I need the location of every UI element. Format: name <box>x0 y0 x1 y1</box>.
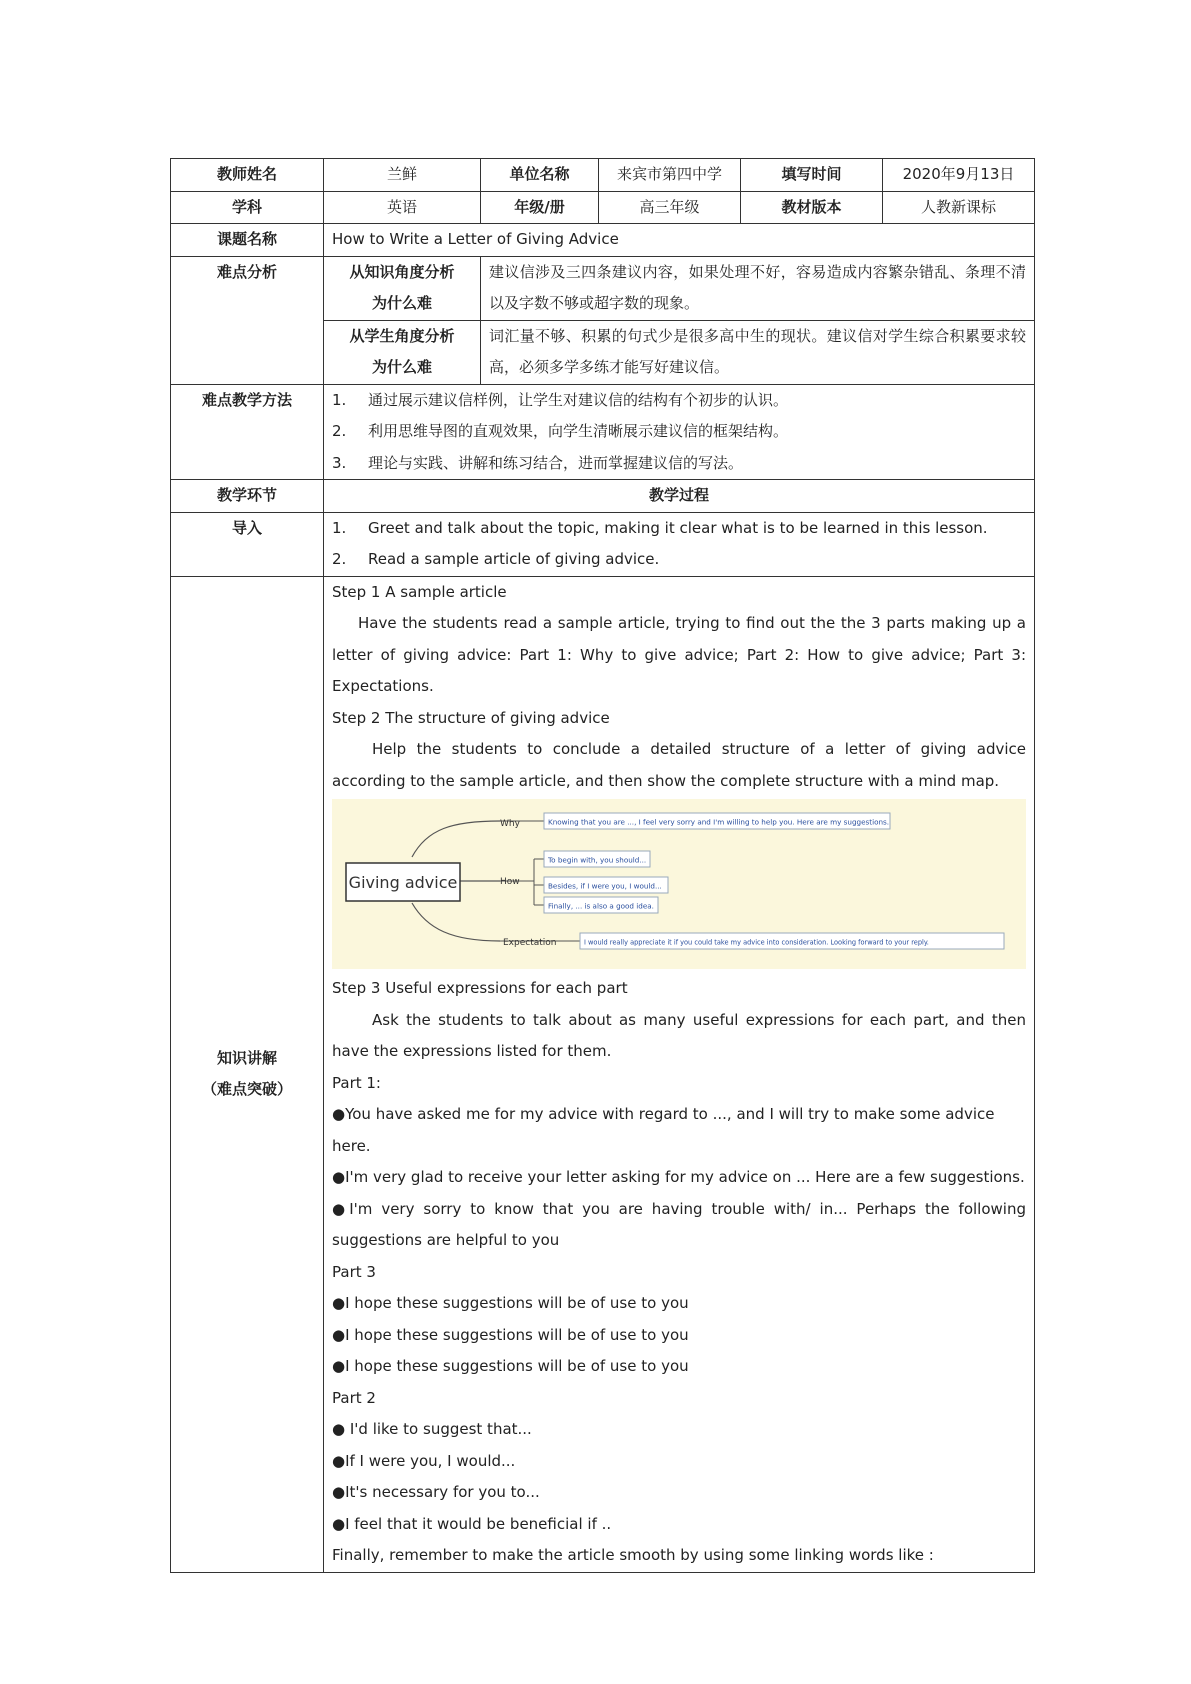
item-text: Read a sample article of giving advice. <box>368 550 660 568</box>
step1-text: Have the students read a sample article, trying to find out the the 3 parts making up a letter of giving advice: Part 1: Why to give advice; Part 2: How to give advice; Part 3: Expectations. <box>332 614 1026 695</box>
list-item: ● I'd like to suggest that... <box>332 1420 532 1438</box>
intro-label: 导入 <box>171 512 324 576</box>
edition-value: 人教新课标 <box>883 191 1035 224</box>
item-text: 理论与实践、讲解和练习结合，进而掌握建议信的写法。 <box>368 453 744 472</box>
list-item: ●I'm very sorry to know that you are having trouble with/ in... Perhaps the following suggestions are helpful to you <box>332 1199 1026 1249</box>
knowledge-label <box>171 576 324 1572</box>
list-item: ●I hope these suggestions will be of use to you <box>332 1325 689 1344</box>
list-item <box>332 385 1026 417</box>
item-number: 2. <box>332 422 347 440</box>
teacher-label: 教师姓名 <box>171 159 324 192</box>
student-angle-label <box>324 320 481 384</box>
methods-label: 难点教学方法 <box>171 384 324 480</box>
date-value: 2020年9月13日 <box>883 159 1035 192</box>
intro-list <box>324 512 1035 576</box>
part3-title: Part 3 <box>332 1262 376 1281</box>
unit-value: 来宾市第四中学 <box>599 159 741 192</box>
process-header: 教学过程 <box>324 480 1035 513</box>
how-text-2: Besides, if I were you, I would... <box>548 881 662 891</box>
knowledge-angle-label <box>324 256 481 320</box>
item-number: 1. <box>332 390 347 409</box>
item-number: 1. <box>332 518 347 537</box>
part1-title: Part 1: <box>332 1073 381 1092</box>
date-label: 填写时间 <box>741 159 883 192</box>
expectation-node-label: Expectation <box>503 938 557 948</box>
list-item: ●I'm very glad to receive your letter asking for my advice on ... Here are a few suggestions. <box>332 1168 1025 1186</box>
list-item: ●I hope these suggestions will be of use to you <box>332 1294 689 1312</box>
list-item: ●It's necessary for you to... <box>332 1483 540 1501</box>
subject-label: 学科 <box>171 191 324 224</box>
grade-value: 高三年级 <box>599 191 741 224</box>
edition-label: 教材版本 <box>741 191 883 224</box>
list-item: ●You have asked me for my advice with regard to ..., and I will try to make some advice here. <box>332 1105 995 1155</box>
item-text: 通过展示建议信样例，让学生对建议信的结构有个初步的认识。 <box>368 390 789 409</box>
list-item: ●I hope these suggestions will be of use to you <box>332 1357 689 1375</box>
knowledge-label-line1: 知识讲解 <box>216 1048 277 1067</box>
why-text: Knowing that you are ..., I feel very sorry and I'm willing to help you. Here are my suggestions. <box>548 817 890 827</box>
unit-label: 单位名称 <box>481 159 599 192</box>
how-text-1: To begin with, you should... <box>548 855 647 865</box>
list-item <box>332 416 1026 448</box>
branch-line-expectation <box>412 903 500 941</box>
list-item <box>332 448 1026 480</box>
step2-text: Help the students to conclude a detailed structure of a letter of giving advice according to the sample article, and then show the complete structure with a mind map. <box>332 740 1026 790</box>
why-node-label: Why <box>500 819 520 829</box>
stage-header: 教学环节 <box>171 480 324 513</box>
center-node-label: Giving advice <box>348 873 458 892</box>
difficulty-label: 难点分析 <box>171 256 324 384</box>
list-item: ●I feel that it would be beneficial if .. <box>332 1514 612 1533</box>
how-sub-connector <box>534 859 544 905</box>
lesson-plan-table <box>170 158 1035 1573</box>
topic-value: How to Write a Letter of Giving Advice <box>324 224 1035 257</box>
how-node-label: How <box>500 877 520 887</box>
expectation-text: I would really appreciate it if you could take my advice into consideration. Looking forward to your reply. <box>584 938 929 947</box>
knowledge-angle-label-line1: 从知识角度分析 <box>349 262 455 281</box>
topic-label: 课题名称 <box>171 224 324 257</box>
item-text: Greet and talk about the topic, making it clear what is to be learned in this lesson. <box>368 518 988 537</box>
mind-map <box>332 799 1026 969</box>
knowledge-angle-label-line2: 为什么难 <box>371 294 432 312</box>
knowledge-label-line2: （难点突破） <box>201 1080 292 1098</box>
step1-title: Step 1 A sample article <box>332 582 507 601</box>
item-number: 3. <box>332 453 347 472</box>
step3-text: Ask the students to talk about as many useful expressions for each part, and then have the expressions listed for them. <box>332 1010 1026 1060</box>
list-item <box>332 544 1026 576</box>
branch-line-why <box>412 821 500 857</box>
list-item: ●If I were you, I would... <box>332 1451 516 1470</box>
how-text-3: Finally, ... is also a good idea. <box>548 901 654 911</box>
list-item <box>332 513 1026 545</box>
item-number: 2. <box>332 550 347 568</box>
mind-map-diagram <box>332 799 1010 969</box>
closing-text: Finally, remember to make the article smooth by using some linking words like : <box>332 1546 934 1564</box>
teacher-value: 兰鲜 <box>324 159 481 192</box>
student-angle-label-line1: 从学生角度分析 <box>349 326 455 345</box>
part2-title: Part 2 <box>332 1388 376 1407</box>
knowledge-angle-text: 建议信涉及三四条建议内容，如果处理不好，容易造成内容繁杂错乱、条理不清以及字数不够或超字数的现象。 <box>481 256 1035 320</box>
item-text: 利用思维导图的直观效果，向学生清晰展示建议信的框架结构。 <box>368 422 789 440</box>
step2-title: Step 2 The structure of giving advice <box>332 708 610 727</box>
student-angle-label-line2: 为什么难 <box>371 358 432 376</box>
methods-list <box>324 384 1035 480</box>
step3-title: Step 3 Useful expressions for each part <box>332 979 628 997</box>
subject-value: 英语 <box>324 191 481 224</box>
grade-label: 年级/册 <box>481 191 599 224</box>
student-angle-text: 词汇量不够、积累的句式少是很多高中生的现状。建议信对学生综合积累要求较高，必须多学多练才能写好建议信。 <box>481 320 1035 384</box>
knowledge-content <box>324 576 1035 1572</box>
